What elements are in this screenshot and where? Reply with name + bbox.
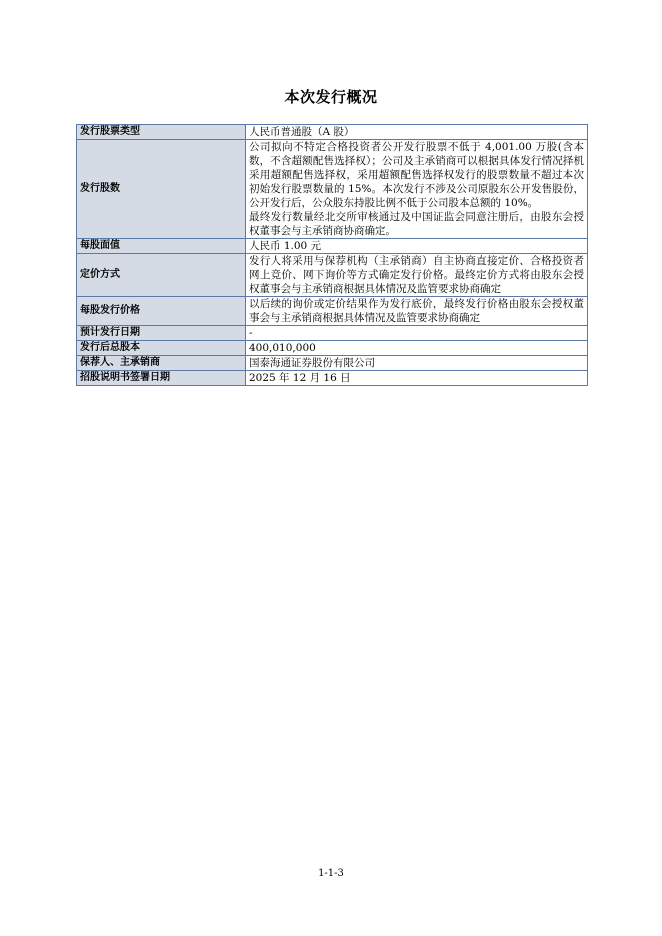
row-value-paragraph: 人民币 1.00 元 [249, 240, 322, 252]
row-label: 定价方式 [77, 254, 246, 297]
table-row [77, 371, 588, 386]
row-value-paragraph: 人民币普通股（A 股） [249, 126, 355, 138]
table-row [77, 326, 588, 341]
table-row [77, 356, 588, 371]
table-row [77, 297, 588, 326]
row-value-paragraph: 以后续的询价或定价结果作为发行底价，最终发行价格由股东会授权董事会与主承销商根据具体情况及监管要求协商确定 [249, 298, 584, 324]
row-value [246, 371, 588, 386]
row-label: 每股面值 [77, 239, 246, 254]
row-label: 每股发行价格 [77, 297, 246, 326]
row-value [246, 341, 588, 356]
row-label: 发行股数 [77, 140, 246, 239]
table-row [77, 341, 588, 356]
row-value [246, 356, 588, 371]
row-value [246, 254, 588, 297]
page-number: 1-1-3 [318, 868, 344, 879]
row-value [246, 125, 588, 140]
row-value [246, 140, 588, 239]
row-label: 招股说明书签署日期 [77, 371, 246, 386]
row-value [246, 326, 588, 341]
row-value [246, 297, 588, 326]
row-value-paragraph: - [249, 327, 253, 339]
row-label: 预计发行日期 [77, 326, 246, 341]
row-value-paragraph: 最终发行数量经北交所审核通过及中国证监会同意注册后，由股东会授权董事会与主承销商协商确定。 [249, 211, 584, 237]
row-value-paragraph: 公司拟向不特定合格投资者公开发行股票不低于 4,001.00 万股(含本数，不含超额配售选择权）；公司及主承销商可以根据具体发行情况择机采用超额配售选择权，采用超额配售选择权发行的股票数量不超过本次初始发行股票数量的 15%。本次发行不涉及公司原股东公开发售股份，公开发行后，公众股东持股比例不低于公司股本总额的 10%。 [249, 141, 584, 209]
table-row [77, 239, 588, 254]
issuance-summary-table [76, 124, 588, 386]
row-label: 发行股票类型 [77, 125, 246, 140]
table-row [77, 254, 588, 297]
row-value-paragraph: 2025 年 12 月 16 日 [249, 372, 351, 384]
table-row [77, 125, 588, 140]
row-value-paragraph: 国泰海通证券股份有限公司 [249, 357, 375, 369]
row-value [246, 239, 588, 254]
row-value-paragraph: 400,010,000 [249, 342, 316, 354]
table-row [77, 140, 588, 239]
row-label: 发行后总股本 [77, 341, 246, 356]
page-title: 本次发行概况 [284, 88, 378, 106]
row-value-paragraph: 发行人将采用与保荐机构（主承销商）自主协商直接定价、合格投资者网上竞价、网下询价等方式确定发行价格。最终定价方式将由股东会授权董事会与主承销商根据具体情况及监管要求协商确定 [249, 255, 584, 295]
row-label: 保荐人、主承销商 [77, 356, 246, 371]
